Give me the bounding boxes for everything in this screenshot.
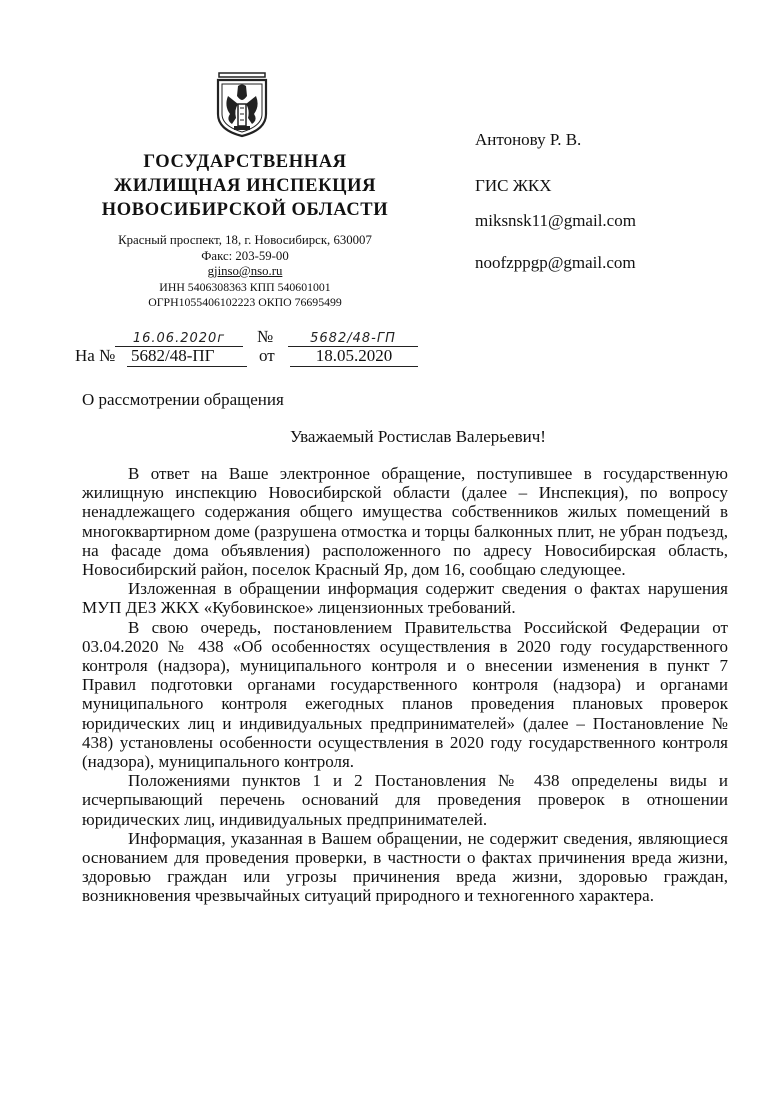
letter-body [82, 464, 728, 906]
body-paragraph: Положениями пунктов 1 и 2 Постановления № 438 определены виды и исчерпывающий перечень оснований для проведения проверок в отношении юридических лиц, индивидуальных предпринимателей. [82, 771, 728, 829]
incoming-number-label: На № [75, 346, 116, 365]
organization-contacts [75, 233, 415, 311]
incoming-date-label: от [259, 346, 275, 365]
recipient-name: Антонову Р. В. [475, 130, 582, 149]
recipient-gis-zhkh: ГИС ЖКХ [475, 176, 552, 195]
coat-of-arms-icon [214, 70, 270, 138]
organization-name-line: ЖИЛИЩНАЯ ИНСПЕКЦИЯ [113, 176, 377, 196]
organization-name-line: НОВОСИБИРСКОЙ ОБЛАСТИ [101, 200, 389, 220]
recipient-email: miksnsk11@gmail.com [475, 211, 636, 230]
outgoing-date: 16.06.2020г [115, 331, 243, 347]
body-paragraph: В ответ на Ваше электронное обращение, поступившее в государственную жилищную инспекцию Новосибирской области (далее – Инспекция), по вопросу ненадлежащего содержания общего имущества собственников жилых помещений в многоквартирном доме (разрушена отмостка и торцы балконных плит, не убран подъезд, на фасаде дома объявления) расположенного по адресу Новосибирская область, Новосибирский район, поселок Красный Яр, дом 16, сообщаю следующее. [82, 464, 728, 580]
incoming-date: 18.05.2020 [290, 346, 418, 367]
organization-ogrn-okpo: ОГРН1055406102223 ОКПО 76695499 [148, 295, 342, 309]
number-label: № [257, 327, 274, 346]
body-paragraph: Информация, указанная в Вашем обращении, не содержит сведения, являющиеся основанием для проведения проверки, в частности о фактах причинения вреда жизни, здоровью граждан или угрозы причинения вреда жизни, здоровью граждан, возникновения чрезвычайных ситуаций природного и техногенного характера. [82, 828, 728, 906]
organization-fax: Факс: 203-59-00 [201, 248, 289, 263]
body-paragraph: Изложенная в обращении информация содержит сведения о фактах нарушения МУП ДЕЗ ЖКХ «Кубовинское» лицензионных требований. [82, 579, 728, 618]
letter-greeting: Уважаемый Ростислав Валерьевич! [290, 427, 546, 446]
body-paragraph: В свою очередь, постановлением Правительства Российской Федерации от 03.04.2020 № 438 «Об особенностях осуществления в 2020 году государственного контроля (надзора), муниципального контроля и о внесении изменения в пункт 7 Правил подготовки органами государственного контроля (надзора) и органами муниципального контроля ежегодных планов проведения плановых проверок юридических лиц и индивидуальных предпринимателей» (далее – Постановление № 438) установлены особенности осуществления в 2020 году государственного контроля (надзора), муниципального контроля. [82, 617, 728, 772]
organization-inn-kpp: ИНН 5406308363 КПП 540601001 [159, 279, 331, 294]
organization-name-line: ГОСУДАРСТВЕННАЯ [143, 152, 347, 172]
recipient-email: noofzppgp@gmail.com [475, 253, 636, 272]
organization-name [80, 150, 410, 222]
letter-subject: О рассмотрении обращения [82, 390, 284, 409]
outgoing-number: 5682/48-ГП [288, 331, 418, 347]
organization-address: Красный проспект, 18, г. Новосибирск, 630007 [118, 233, 372, 247]
organization-email-link[interactable]: gjinso@nso.ru [207, 264, 283, 278]
incoming-number: 5682/48-ПГ [127, 346, 247, 367]
